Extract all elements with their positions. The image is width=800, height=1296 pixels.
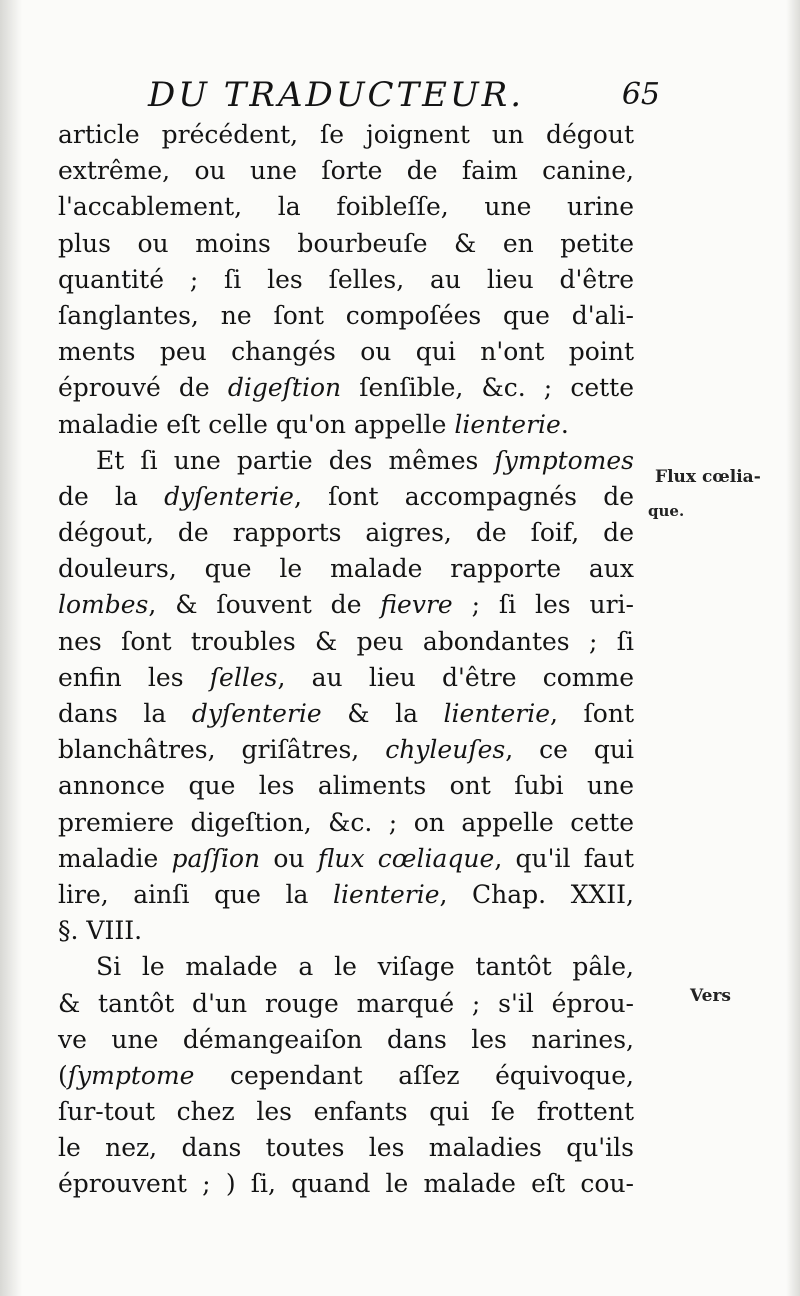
text-line <box>58 262 634 298</box>
text-line <box>58 1022 634 1058</box>
margin-note-flux-coeliaque-line2: que. <box>648 502 685 520</box>
text-segment: dans la <box>58 699 192 728</box>
running-head <box>140 70 660 120</box>
text-segment: & tantôt d'un rouge marqué ; s'il éprou- <box>58 988 634 1018</box>
text-segment: ſanglantes, ne ſont compoſées que d'ali- <box>58 300 634 330</box>
text-line <box>58 587 634 623</box>
text-line <box>58 1058 634 1094</box>
text-segment: nes ſont troubles & peu abondantes ; ſi <box>58 626 634 656</box>
text-segment: le nez, dans toutes les maladies qu'ils <box>58 1133 634 1163</box>
text-segment: maladie eſt celle qu'on appelle <box>58 409 455 439</box>
italic-segment: ſelles <box>209 662 278 692</box>
text-line <box>58 1094 634 1130</box>
italic-segment: fievre <box>380 590 453 620</box>
text-line <box>58 841 634 877</box>
text-segment: plus ou moins bourbeuſe & en petite <box>58 228 634 258</box>
text-line <box>58 1130 634 1166</box>
text-line <box>58 949 634 985</box>
text-line <box>58 1166 634 1202</box>
italic-segment: digeſtion <box>227 373 342 403</box>
text-segment: §. VIII. <box>58 916 143 946</box>
text-segment: , Chap. XXII, <box>439 879 634 909</box>
text-segment: extrême, ou une ſorte de faim canine, <box>58 156 634 186</box>
text-segment: & la <box>321 699 444 728</box>
text-segment: article précédent, ſe joignent un dégout <box>58 120 634 149</box>
text-line <box>58 153 634 189</box>
text-line <box>58 407 634 443</box>
text-segment: ve une démangeaiſon dans les narines, <box>58 1024 634 1054</box>
text-segment: douleurs, que le malade rapporte aux <box>58 554 634 584</box>
text-segment: , qu'il faut <box>494 843 634 873</box>
text-segment: ſur-tout chez les enfants qui ſe frottent <box>58 1097 634 1127</box>
italic-segment: lombes <box>58 590 149 620</box>
text-segment: maladie <box>58 843 172 873</box>
running-title: DU TRADUCTEUR. <box>148 75 525 115</box>
italic-segment: chyleuſes <box>385 735 506 765</box>
text-line <box>58 334 634 370</box>
text-line <box>58 551 634 587</box>
italic-segment: dyſenterie <box>191 699 322 728</box>
text-line <box>58 117 634 153</box>
text-line <box>58 913 634 949</box>
text-line <box>58 660 634 696</box>
text-segment: . <box>560 409 569 439</box>
text-line <box>58 370 634 406</box>
text-segment: , ce qui <box>505 735 634 765</box>
text-line <box>58 986 634 1022</box>
body-text <box>58 117 634 1203</box>
text-segment: enfin les <box>58 662 210 692</box>
text-segment: premiere digeſtion, &c. ; on appelle cette <box>58 807 634 837</box>
text-line <box>58 877 634 913</box>
text-segment: éprouvé de <box>58 373 228 403</box>
text-segment: ments peu changés ou qui n'ont point <box>58 337 634 367</box>
text-segment: Si le malade a le viſage tantôt pâle, <box>96 952 634 982</box>
text-segment: dégout, de rapports aigres, de ſoif, de <box>58 518 634 548</box>
text-segment: ſenſible, &c. ; cette <box>341 373 635 403</box>
page-number: 65 <box>621 77 660 112</box>
italic-segment: ſymptomes <box>494 445 634 475</box>
text-segment: blanchâtres, griſâtres, <box>58 735 386 765</box>
italic-segment: ſymptome <box>67 1060 195 1090</box>
text-line <box>58 226 634 262</box>
text-segment: Et ſi une partie des mêmes <box>96 445 495 475</box>
text-segment: , ſont accompagnés de <box>293 481 634 511</box>
italic-segment: lienterie <box>443 699 551 728</box>
italic-segment: dyſenterie <box>164 481 294 511</box>
text-segment: cependant aſſez équivoque, <box>194 1060 634 1090</box>
text-segment: ( <box>58 1060 68 1090</box>
text-segment: lire, ainſi que la <box>58 879 334 909</box>
text-segment: , au lieu d'être comme <box>277 662 634 692</box>
text-segment: , ſont <box>550 699 634 728</box>
text-line <box>58 515 634 551</box>
text-segment: , & ſouvent de <box>148 590 381 620</box>
text-line <box>58 298 634 334</box>
margin-note-flux-coeliaque-line1: Flux cœlia- <box>655 467 761 487</box>
text-segment: ; ſi les uri- <box>452 590 634 620</box>
text-line <box>58 443 634 479</box>
italic-segment: lienterie <box>333 879 440 909</box>
italic-segment: paſſion <box>171 843 261 873</box>
text-line <box>58 479 634 515</box>
text-segment: quantité ; ſi les ſelles, au lieu d'être <box>58 264 634 294</box>
italic-segment: flux cœliaque <box>317 843 495 873</box>
text-line <box>58 732 634 768</box>
text-segment: ou <box>260 843 318 873</box>
text-line <box>58 768 634 804</box>
italic-segment: lienterie <box>454 409 561 439</box>
text-segment: l'accablement, la foibleſſe, une urine <box>58 192 634 222</box>
margin-note-vers: Vers <box>690 986 731 1006</box>
text-line <box>58 696 634 732</box>
text-segment: éprouvent ; ) ſi, quand le malade eſt cou- <box>58 1169 634 1199</box>
text-line <box>58 805 634 841</box>
text-segment: de la <box>58 481 165 511</box>
text-line <box>58 624 634 660</box>
text-line <box>58 189 634 225</box>
text-segment: annonce que les aliments ont ſubi une <box>58 771 634 801</box>
